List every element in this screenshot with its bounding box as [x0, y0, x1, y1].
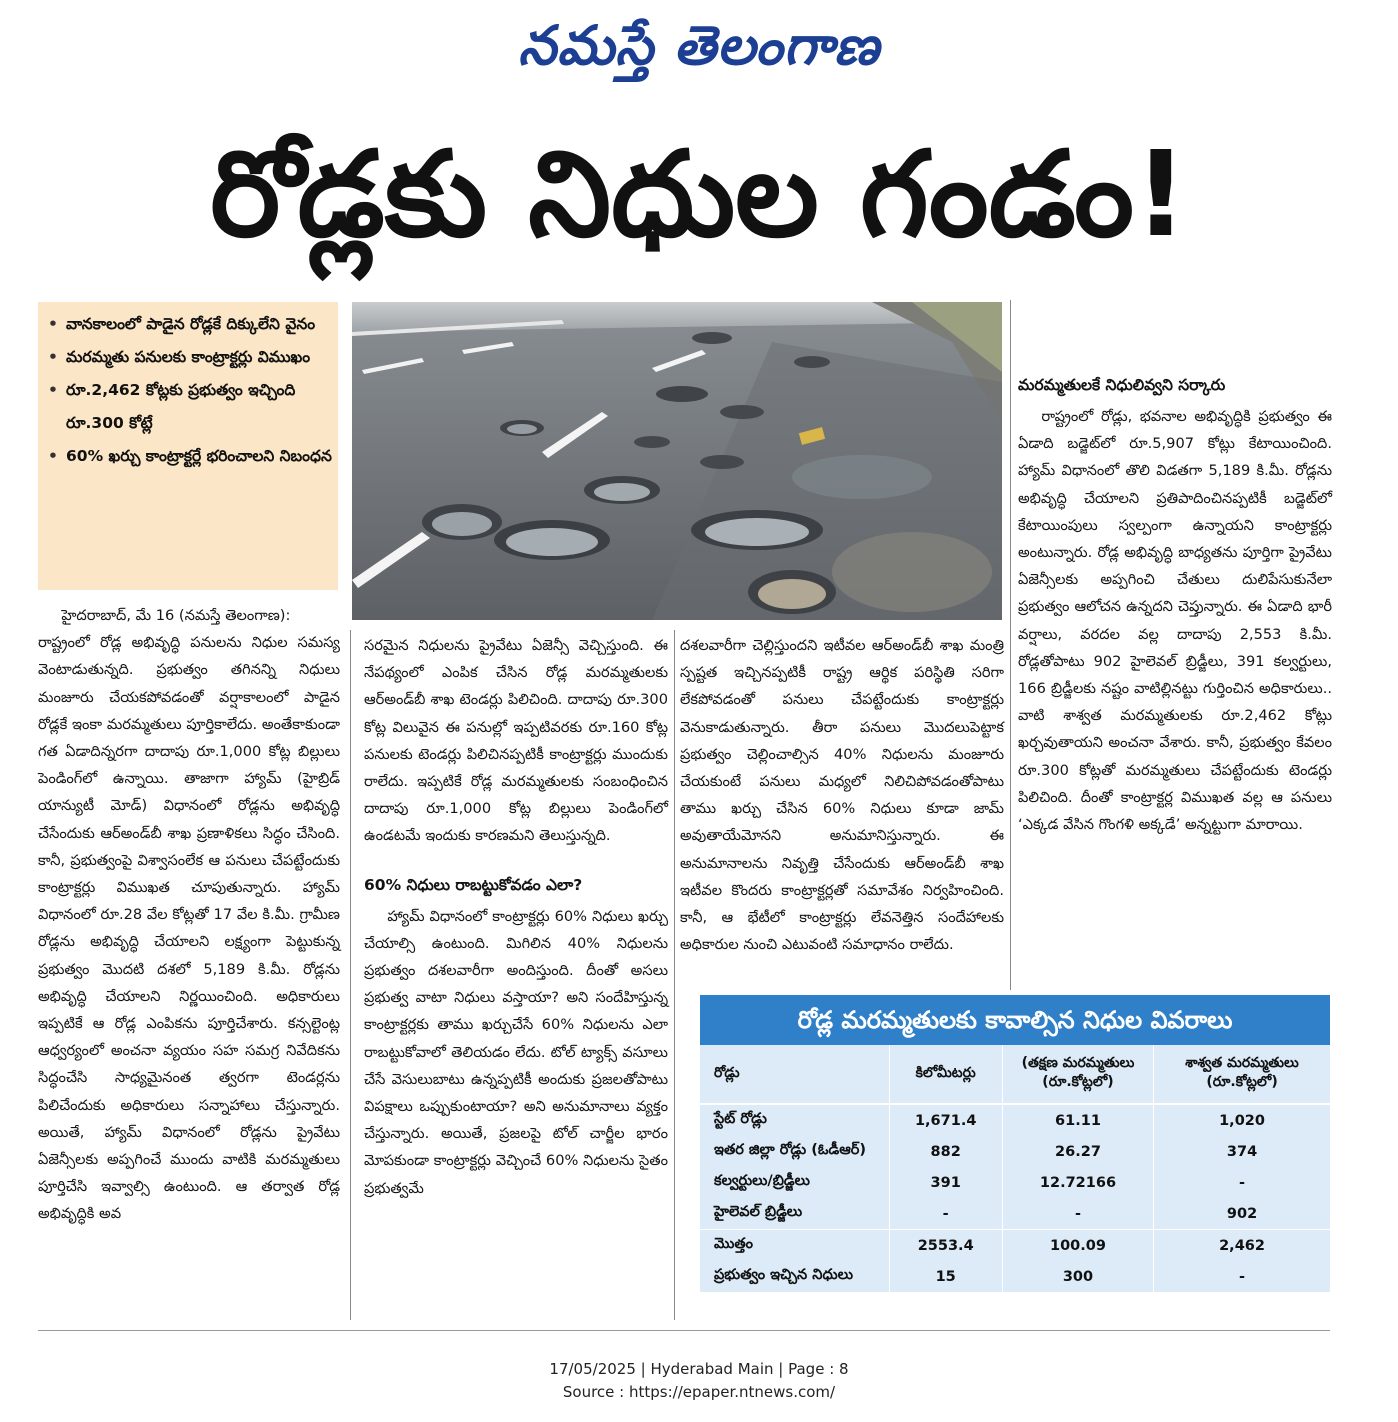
table-cell: 1,020: [1219, 1112, 1265, 1129]
section-subheading: మరమ్మతులకే నిధులివ్వని సర్కారు: [1018, 376, 1226, 394]
article-column-4: [1018, 300, 1332, 838]
funds-data-table: [700, 1045, 1330, 1292]
table-cell: 61.11: [1002, 1104, 1153, 1136]
article-paragraph: హ్యామ్ విధానంలో కాంట్రాక్టర్లు 60% నిధులు ఖర్చు చేయాల్సి ఉంటుంది. మిగిలిన 40% నిధులను ప్రభుత్వం దశలవారీగా అందిస్తుంది. దీంతో అసలు ప్రభుత్వ వాటా నిధులు వస్తాయా? అని సందేహిస్తున్న కాంట్రాక్టర్లకు తాము ఖర్చుచేసే 60% నిధులను ఎలా రాబట్టుకోవాలో తెలియడం లేదు. టోల్ ట్యాక్స్ వసూలు చేసే వెసులుబాటు ఉన్నప్పటికీ అందుకు ప్రజలతోపాటు విపక్షాలు ఒప్పుకుంటాయా? అని అనుమానాలు వ్యక్తం చేస్తున్నారు. అయితే, ప్రజలపై టోల్ చార్జీల భారం మోపకుండా కాంట్రాక్టర్లు వెచ్చించే 60% నిధులను సైతం ప్రభుత్వమే: [364, 907, 668, 1197]
masthead-logo: నమస్తే తెలంగాణ: [518, 13, 880, 77]
bullet-dot-icon: •: [48, 447, 58, 465]
article-column-1: [38, 602, 340, 1228]
table-header: (తక్షణ మరమ్మతులు (రూ.కోట్లలో): [1002, 1045, 1153, 1104]
bullet-dot-icon: •: [48, 315, 58, 333]
table-cell: -: [1239, 1174, 1246, 1191]
article-paragraph: దశలవారీగా చెల్లిస్తుందని ఇటీవల ఆర్‌అండ్‌బీ శాఖ మంత్రి స్పష్టత ఇచ్చినప్పటికీ రాష్ట్ర ఆర్థిక పరిస్థితి సరిగా లేకపోవడంతో పనులు చేపట్టేందుకు కాంట్రాక్టర్లు వెనుకాడుతున్నారు. తీరా పనులు మొదలుపెట్టాక ప్రభుత్వం చెల్లించాల్సిన 40% నిధులను మంజూరు చేయకుంటే పనులు మధ్యలో నిలిచిపోవడంతోపాటు తాము ఖర్చు చేసిన 60% నిధులు కూడా జామ్ అవుతాయేమోనని అనుమానిస్తున్నారు. ఈ అనుమానాలను నివృత్తి చేసేందుకు ఆర్‌అండ్‌బీ శాఖ ఇటీవల కొందరు కాంట్రాక్టర్లతో సమావేశం నిర్వహించింది. కానీ, ఆ భేటీలో కాంట్రాక్టర్లు లేవనెత్తిన సందేహాలకు అధికారుల నుంచి ఎటువంటి సమాధానం రాలేదు.: [680, 637, 1004, 954]
table-cell: 15: [889, 1261, 1002, 1292]
column-divider: [350, 630, 351, 1320]
table-cell: స్టేట్ రోడ్లు: [700, 1104, 889, 1136]
table-header: రోడ్లు: [700, 1045, 889, 1104]
highlight-item: • రూ.2,462 కోట్లకు ప్రభుత్వం ఇచ్చింది రూ.300 కోట్లే: [66, 374, 332, 440]
highlight-item: • మరమ్మతు పనులకు కాంట్రాక్టర్లు విముఖం: [66, 341, 332, 374]
table-cell: మొత్తం: [700, 1230, 889, 1262]
highlight-item: • వానకాలంలో పాడైన రోడ్లకే దిక్కులేని వైనం: [66, 308, 332, 341]
column-divider: [1010, 300, 1011, 990]
table-cell: 300: [1002, 1261, 1153, 1292]
highlight-item: • 60% ఖర్చు కాంట్రాక్టర్లే భరించాలని నిబంధన: [66, 440, 332, 473]
table-cell: -: [889, 1198, 1002, 1230]
table-cell: 2553.4: [889, 1230, 1002, 1262]
table-row-total: [700, 1230, 1330, 1262]
article-paragraph: రాష్ట్రంలో రోడ్లు, భవనాల అభివృద్ధికి ప్రభుత్వం ఈ ఏడాది బడ్జెట్‌లో రూ.5,907 కోట్లు కేటాయించింది. హ్యామ్ విధానంలో తొలి విడతగా 5,189 కి.మీ. రోడ్లను అభివృద్ధి చేయాలని ప్రతిపాదించినప్పటికీ బడ్జెట్‌లో కేటాయింపులు స్వల్పంగా ఉన్నాయని కాంట్రాక్టర్లు అంటున్నారు. రోడ్ల అభివృద్ధి బాధ్యతను పూర్తిగా ప్రైవేటు ఏజెన్సీలకు అప్పగించి చేతులు దులిపేసుకునేలా ప్రభుత్వం ఆలోచన ఉన్నదని చెప్తున్నారు. ఈ ఏడాది భారీ వర్షాలు, వరదల వల్ల దాదాపు 2,553 కి.మీ. రోడ్లతోపాటు 902 హైలెవల్ బ్రిడ్జీలు, 391 కల్వర్టులు, 166 బ్రిడ్జీలకు నష్టం వాటిల్లినట్టు గుర్తించిన అధికారులు.. వాటి శాశ్వత మరమ్మతులకు రూ.2,462 కోట్లు ఖర్చవుతాయని అంచనా వేశారు. కానీ, ప్రభుత్వం కేవలం రూ.300 కోట్లతో మరమ్మతులు చేపట్టేందుకు టెండర్లు పిలిచింది. దీంతో కాంట్రాక్టర్ల విముఖత వల్ల ఆ పనులు ‘ఎక్కడ వేసిన గొంగళి అక్కడే’ అన్నట్టుగా మారాయి.: [1018, 408, 1332, 834]
table-row: [700, 1198, 1330, 1230]
table-row: [700, 1261, 1330, 1292]
table-header: శాశ్వత మరమ్మతులు (రూ.కోట్లలో): [1154, 1045, 1330, 1104]
headline: రోడ్లకు నిధుల గండం!: [210, 125, 1188, 263]
table-row: [700, 1136, 1330, 1167]
table-cell: కల్వర్టులు/బ్రిడ్జీలు: [700, 1167, 889, 1198]
table-cell: 902: [1226, 1205, 1258, 1222]
table-row: [700, 1104, 1330, 1136]
table-title: రోడ్ల మరమ్మతులకు కావాల్సిన నిధుల వివరాలు: [700, 995, 1330, 1045]
bullet-dot-icon: •: [48, 381, 58, 399]
article-paragraph: రాష్ట్రంలో రోడ్ల అభివృద్ధి పనులను నిధుల సమస్య వెంటాడుతున్నది. ప్రభుత్వం తగినన్ని నిధులు మంజూరు చేయకపోవడంతో వర్షాకాలంలో పాడైన రోడ్లకే ఇంకా మరమ్మతులు పూర్తికాలేదు. అంతేకాకుండా గత ఏడాదిన్నరగా దాదాపు రూ.1,000 కోట్ల బిల్లులు పెండింగ్‌లో ఉన్నాయి. తాజాగా హ్యామ్ (హైబ్రిడ్ యాన్యుటీ మోడ్) విధానంలో రోడ్లను అభివృద్ధి చేసేందుకు ఆర్‌అండ్‌బీ శాఖ ప్రణాళికలు సిద్ధం చేసింది. కానీ, ప్రభుత్వంపై విశ్వాసంలేక ఆ పనులు చేపట్టేందుకు కాంట్రాక్టర్లు విముఖత చూపుతున్నారు. హ్యామ్ విధానంలో రూ.28 వేల కోట్లతో 17 వేల కి.మీ. గ్రామీణ రోడ్లను అభివృద్ధి చేయాలని లక్ష్యంగా పెట్టుకున్న ప్రభుత్వం మొదటి దశలో 5,189 కి.మీ. రోడ్లను అభివృద్ధి చేయాలని నిర్ణయించింది. అధికారులు ఇప్పటికే ఆ రోడ్ల ఎంపికను పూర్తిచేశారు. కన్సల్టెంట్ల ఆధ్వర్యంలో అంచనా వ్యయం సహ సమగ్ర నివేదికను సిద్ధంచేసి సాధ్యమైనంత త్వరగా టెండర్లను పిలిచేందుకు అధికారులు సన్నాహాలు చేస్తున్నారు. అయితే, హ్యామ్ విధానంలో రోడ్లను ప్రైవేటు ఏజెన్సీలకు అప్పగించే ముందు వాటికి మరమ్మతులు పూర్తిచేసి ఇవ్వాల్సి ఉంటుంది. ఆ తర్వాత రోడ్ల అభివృద్ధికి అవ: [38, 634, 340, 1223]
footer-source: Source : https://epaper.ntnews.com/: [562, 1383, 836, 1401]
table-cell: 1,671.4: [889, 1104, 1002, 1136]
article-column-3: [680, 632, 1004, 958]
table-cell: -: [1239, 1268, 1246, 1285]
article-column-2: [364, 632, 668, 1202]
table-cell: 26.27: [1002, 1136, 1153, 1167]
table-header: కిలోమీటర్లు: [889, 1045, 1002, 1104]
table-cell: ప్రభుత్వం ఇచ్చిన నిధులు: [700, 1261, 889, 1292]
table-cell: హైలెవల్ బ్రిడ్జీలు: [700, 1198, 889, 1230]
bullet-dot-icon: •: [48, 348, 58, 366]
page-bottom-rule: [38, 1330, 1330, 1331]
table-cell: -: [1002, 1198, 1153, 1230]
dateline: హైదరాబాద్, మే 16 (నమస్తే తెలంగాణ):: [61, 607, 291, 624]
table-row: [700, 1167, 1330, 1198]
table-header-row: [700, 1045, 1330, 1104]
funds-table: [700, 995, 1330, 1315]
road-pothole-photo: [352, 302, 1002, 620]
table-cell: 391: [889, 1167, 1002, 1198]
table-cell: 2,462: [1154, 1230, 1330, 1262]
table-cell: 100.09: [1002, 1230, 1153, 1262]
table-cell: ఇతర జిల్లా రోడ్లు (ఓడీఆర్): [700, 1136, 889, 1167]
table-cell: 12.72166: [1002, 1167, 1153, 1198]
article-paragraph: సరమైన నిధులను ప్రైవేటు ఏజెన్సీ వెచ్చిస్తుంది. ఈ నేపథ్యంలో ఎంపిక చేసిన రోడ్ల మరమ్మతులకు ఆర్‌అండ్‌బీ శాఖ టెండర్లు పిలిచింది. దాదాపు రూ.300 కోట్ల విలువైన ఈ పనుల్లో ఇప్పటివరకు రూ.160 కోట్ల పనులకు టెండర్లు పిలిచినప్పటికీ కాంట్రాక్టర్లు ముందుకు రాలేదు. ఇప్పటికే రోడ్ల మరమ్మతులకు సంబంధించిన దాదాపు రూ.1,000 కోట్ల బిల్లులు పెండింగ్‌లో ఉండటమే ఇందుకు కారణమని తెలుస్తున్నది.: [364, 637, 668, 845]
column-divider: [674, 630, 675, 1320]
table-cell: 374: [1226, 1143, 1258, 1160]
footer-date-edition: 17/05/2025 | Hyderabad Main | Page : 8: [549, 1360, 849, 1378]
table-cell: 882: [889, 1136, 1002, 1167]
pothole-road-illustration: [352, 302, 1002, 620]
section-subheading: 60% నిధులు రాబట్టుకోవడం ఎలా?: [364, 875, 583, 894]
highlights-box: [38, 302, 338, 590]
